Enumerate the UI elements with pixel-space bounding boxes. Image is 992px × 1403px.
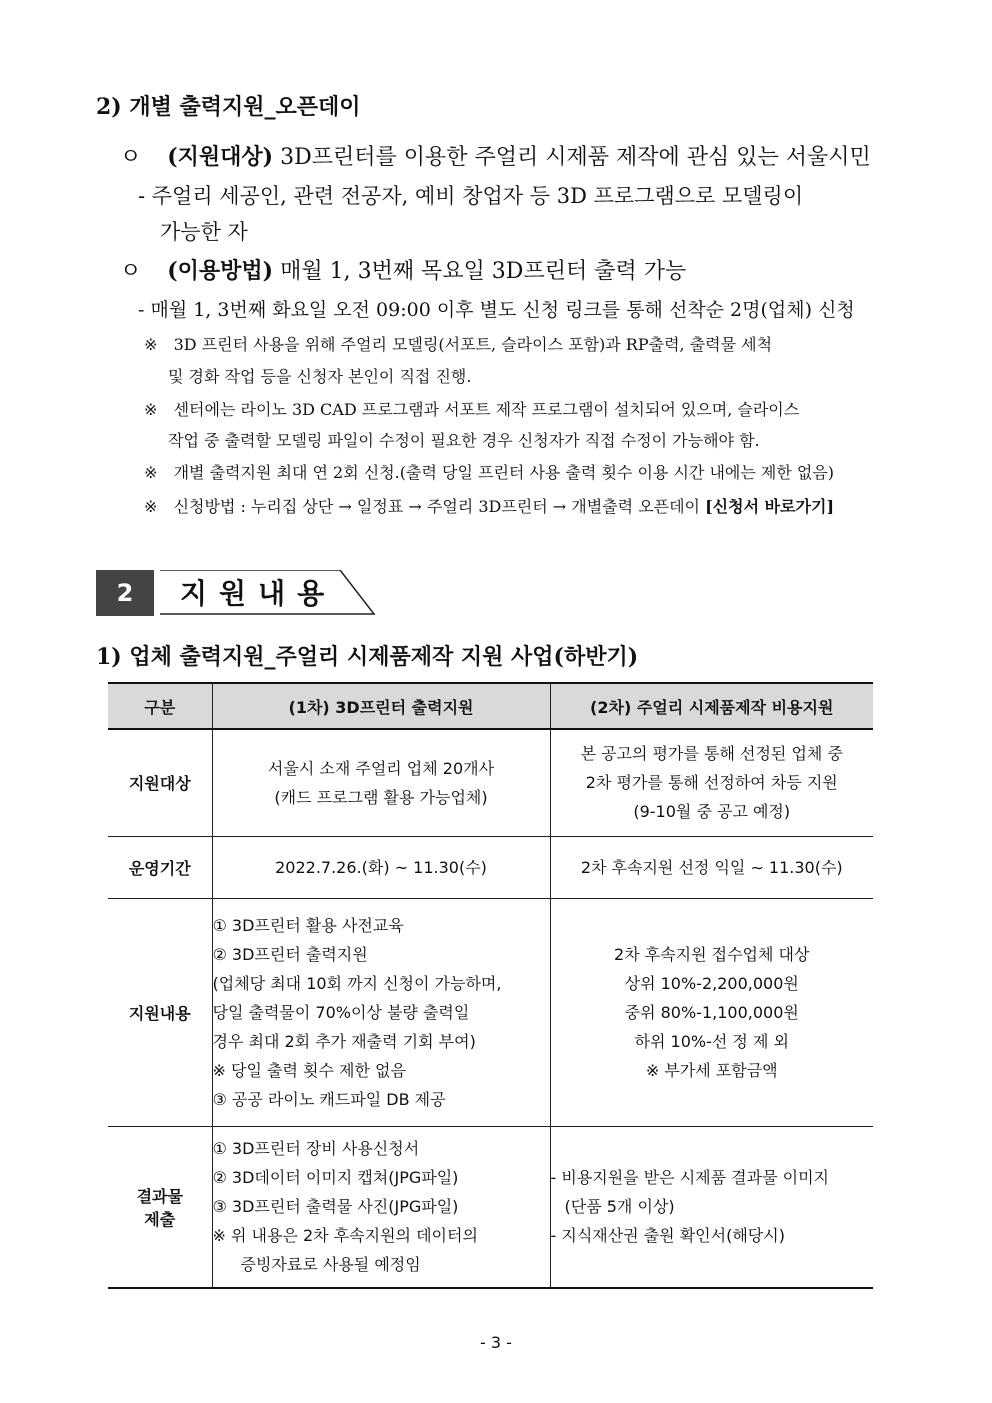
cell-line: 2차 후속지원 선정 익일 ∼ 11.30(수): [580, 857, 843, 877]
table-row: [108, 729, 873, 836]
bullet-method: [120, 254, 686, 285]
bullet-text-target: 3D프린터를 이용한 주얼리 시제품 제작에 관심 있는 서울시민: [273, 145, 871, 170]
cell-line: (9-10월 중 공고 예정): [633, 802, 791, 822]
dash-line-method: - 매월 1, 3번째 화요일 오전 09:00 이후 별도 신청 링크를 통해 선착순 2명(업체) 신청: [138, 299, 855, 321]
cell-line: 상위 10%-2,200,000원: [624, 973, 799, 993]
cell-line: 2022.7.26.(화) ~ 11.30(수): [275, 857, 487, 877]
cell-line: - 지식재산권 출원 확인서(해당시): [550, 1226, 785, 1246]
note-text: 센터에는 라이노 3D CAD 프로그램과 서포트 제작 프로그램이 설치되어 있으며, 슬라이스: [173, 400, 800, 419]
note-1: [144, 332, 772, 355]
cell-line: ※ 당일 출력 횟수 제한 없음: [212, 1060, 406, 1080]
table-header-row: [108, 683, 873, 729]
bullet-mark: ㅇ: [120, 259, 142, 284]
note-mark: ※: [144, 335, 158, 354]
note-2-cont: 작업 중 출력할 모델링 파일이 수정이 필요한 경우 신청자가 직접 수정이 가능해야 함.: [168, 431, 760, 450]
row-label: 운영기간: [108, 836, 212, 898]
table-cell: [550, 1126, 873, 1288]
cell-line: 하위 10%-선 정 제 외: [634, 1031, 789, 1051]
cell-line: ② 3D프린터 출력지원: [212, 944, 368, 964]
note-text: 3D 프린터 사용을 위해 주얼리 모델링(서포트, 슬라이스 포함)과 RP출력, 출력물 세척: [173, 335, 773, 354]
bullet-mark: ㅇ: [120, 145, 142, 170]
cell-line: ① 3D프린터 장비 사용신청서: [212, 1139, 420, 1159]
note-2: [144, 397, 799, 420]
cell-line: (단품 5개 이상): [564, 1197, 675, 1217]
cell-line: ※ 위 내용은 2차 후속지원의 데이터의: [212, 1226, 478, 1246]
cell-line: 서울시 소재 주얼리 업체 20개사: [267, 758, 495, 778]
cell-line: ③ 공공 라이노 캐드파일 DB 제공: [212, 1089, 446, 1109]
cell-line: ① 3D프린터 활용 사전교육: [212, 915, 404, 935]
cell-line: ② 3D데이터 이미지 캡쳐(JPG파일): [212, 1168, 459, 1188]
note-3: [144, 460, 834, 483]
row-label: 지원대상: [108, 729, 212, 836]
section-heading-open-day: 2) 개별 출력지원_오픈데이: [96, 94, 361, 120]
cell-line: 중위 80%-1,100,000원: [624, 1002, 799, 1022]
page-number: - 3 -: [480, 1333, 512, 1352]
note-4: [144, 494, 834, 517]
cell-line: 본 공고의 평가를 통해 선정된 업체 중: [580, 744, 843, 764]
cell-line: - 비용지원을 받은 시제품 결과물 이미지: [550, 1168, 829, 1188]
cell-line: 경우 최대 2회 추가 재출력 기회 부여): [212, 1031, 476, 1051]
table-row: [108, 898, 873, 1126]
table-cell: [550, 836, 873, 898]
table-header: (2차) 주얼리 시제품제작 비용지원: [550, 683, 873, 729]
note-mark: ※: [144, 497, 158, 516]
cell-line: ③ 3D프린터 출력물 사진(JPG파일): [212, 1197, 459, 1217]
note-mark: ※: [144, 400, 158, 419]
section-number: 2: [96, 570, 154, 616]
table-cell: [212, 1126, 550, 1288]
dash-line-target-1: - 주얼리 세공인, 관련 전공자, 예비 창업자 등 3D 프로그램으로 모델링이: [138, 184, 804, 208]
section-heading-business: 1) 업체 출력지원_주얼리 시제품제작 지원 사업(하반기): [96, 644, 639, 670]
cell-line: ※ 부가세 포함금액: [645, 1060, 778, 1080]
table-cell: [550, 898, 873, 1126]
table-header: 구분: [108, 683, 212, 729]
note-1-cont: 및 경화 작업 등을 신청자 본인이 직접 진행.: [168, 367, 472, 386]
note-text: 개별 출력지원 최대 연 2회 신청.(출력 당일 프린터 사용 출력 횟수 이용 시간 내에는 제한 없음): [173, 463, 835, 482]
cell-line: (캐드 프로그램 활용 가능업체): [274, 787, 488, 807]
bullet-text-method: 매월 1, 3번째 목요일 3D프린터 출력 가능: [273, 259, 687, 284]
bullet-label-target: (지원대상): [167, 144, 274, 170]
row-label: [108, 1126, 212, 1288]
cell-line: 증빙자료로 사용될 예정임: [240, 1255, 421, 1275]
section-title: 지원내용: [180, 577, 337, 610]
table-cell: [212, 836, 550, 898]
row-label-line: 결과물: [136, 1186, 183, 1206]
table-cell: [212, 898, 550, 1126]
row-label: 지원내용: [108, 898, 212, 1126]
table-row: [108, 1126, 873, 1288]
bullet-target: [120, 140, 871, 171]
support-table: [108, 682, 873, 1289]
dash-line-target-2: 가능한 자: [160, 220, 248, 244]
cell-line: (업체당 최대 10회 까지 신청이 가능하며,: [212, 973, 502, 993]
bullet-label-method: (이용방법): [167, 258, 274, 284]
table-header: (1차) 3D프린터 출력지원: [212, 683, 550, 729]
application-link[interactable]: [신청서 바로가기]: [705, 497, 835, 516]
cell-line: 당일 출력물이 70%이상 불량 출력일: [212, 1002, 470, 1022]
note-mark: ※: [144, 463, 158, 482]
table-cell: [550, 729, 873, 836]
cell-line: 2차 후속지원 접수업체 대상: [614, 944, 810, 964]
row-label-line: 제출: [144, 1209, 176, 1229]
table-cell: [212, 729, 550, 836]
table-row: [108, 836, 873, 898]
note-text: 신청방법 : 누리집 상단 → 일정표 → 주얼리 3D프린터 → 개별출력 오픈데이: [173, 497, 706, 516]
cell-line: 2차 평가를 통해 선정하여 차등 지원: [585, 773, 838, 793]
